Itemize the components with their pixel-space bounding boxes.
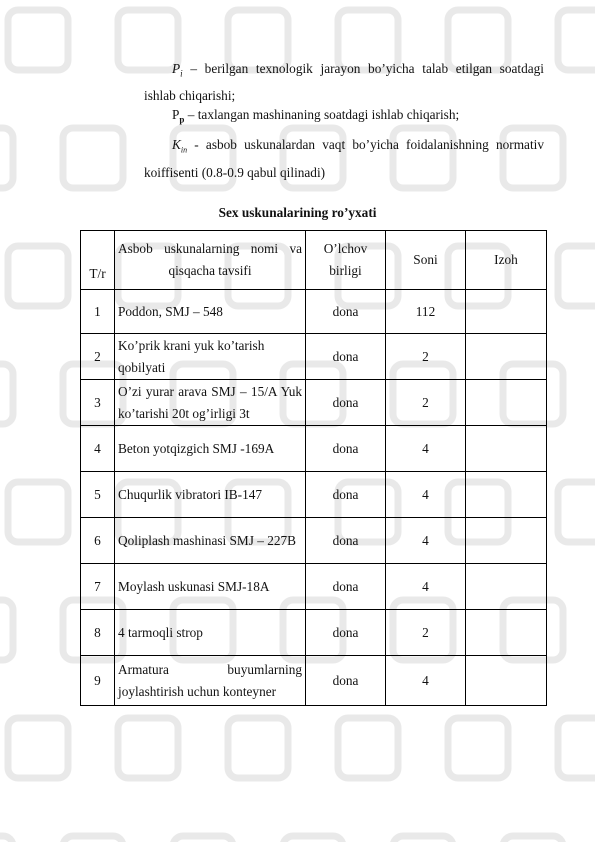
header-unit: O’lchov birligi <box>306 231 386 290</box>
watermark-tile <box>228 718 288 778</box>
row-quantity: 2 <box>386 334 466 380</box>
row-quantity: 2 <box>386 380 466 426</box>
row-index: 3 <box>81 380 115 426</box>
paragraph-pi <box>144 58 544 107</box>
row-note <box>466 472 547 518</box>
paragraph-text: - asbob uskunalardan vaqt bo’yicha foidalanishning normativ koiffisenti (0.8-0.9 qabul qilinadi) <box>144 137 544 180</box>
row-note <box>466 518 547 564</box>
row-index: 5 <box>81 472 115 518</box>
row-note <box>466 290 547 334</box>
table-row <box>81 426 547 472</box>
watermark-tile <box>63 836 123 842</box>
watermark-tile <box>0 600 13 660</box>
table-title: Sex uskunalarining ro’yxati <box>218 205 377 220</box>
watermark-tile <box>8 718 68 778</box>
watermark-tile <box>558 10 595 70</box>
watermark-tile <box>503 836 563 842</box>
row-unit: dona <box>306 380 386 426</box>
paragraph-pp <box>144 104 544 131</box>
watermark-tile <box>448 718 508 778</box>
row-name: 4 tarmoqli strop <box>115 610 306 656</box>
row-quantity: 4 <box>386 656 466 706</box>
table-row <box>81 334 547 380</box>
watermark-tile <box>173 836 233 842</box>
row-name: Beton yotqizgich SMJ -169A <box>115 426 306 472</box>
row-quantity: 4 <box>386 564 466 610</box>
header-index: T/r <box>81 231 115 290</box>
row-quantity: 112 <box>386 290 466 334</box>
watermark-tile <box>8 10 68 70</box>
row-unit: dona <box>306 472 386 518</box>
row-name: Poddon, SMJ – 548 <box>115 290 306 334</box>
row-unit: dona <box>306 610 386 656</box>
row-index: 7 <box>81 564 115 610</box>
watermark-tile <box>558 246 595 306</box>
watermark-tile <box>558 482 595 542</box>
watermark-tile <box>8 482 68 542</box>
table-row <box>81 610 547 656</box>
table-row <box>81 656 547 706</box>
row-note <box>466 334 547 380</box>
row-name: O’zi yurar arava SMJ – 15/A Yuk ko’tarishi 20t og’irligi 3t <box>115 380 306 426</box>
table-row <box>81 380 547 426</box>
symbol-sub: in <box>180 145 188 155</box>
symbol: P <box>172 107 180 122</box>
table-row <box>81 290 547 334</box>
row-name: Moylash uskunasi SMJ-18A <box>115 564 306 610</box>
row-index: 6 <box>81 518 115 564</box>
table-header-row <box>81 231 547 290</box>
watermark-tile <box>558 718 595 778</box>
row-note <box>466 564 547 610</box>
row-note <box>466 610 547 656</box>
row-index: 9 <box>81 656 115 706</box>
row-index: 2 <box>81 334 115 380</box>
watermark-tile <box>63 128 123 188</box>
header-note: Izoh <box>466 231 547 290</box>
row-name: Armatura buyumlarning joylashtirish uchun konteyner <box>115 656 306 706</box>
row-note <box>466 656 547 706</box>
watermark-tile <box>8 246 68 306</box>
paragraph-kin <box>144 134 544 184</box>
paragraph-text: – berilgan texnologik jarayon bo’yicha talab etilgan soatdagi ishlab chiqarishi; <box>144 61 544 103</box>
watermark-tile <box>118 718 178 778</box>
header-name: Asbob uskunalarning nomi va qisqacha tavsifi <box>115 231 306 290</box>
table-row <box>81 564 547 610</box>
row-quantity: 4 <box>386 472 466 518</box>
header-quantity: Soni <box>386 231 466 290</box>
row-unit: dona <box>306 656 386 706</box>
row-note <box>466 380 547 426</box>
row-unit: dona <box>306 290 386 334</box>
row-quantity: 2 <box>386 610 466 656</box>
watermark-tile <box>283 836 343 842</box>
paragraph-text: – taxlangan mashinaning soatdagi ishlab chiqarish; <box>184 107 460 122</box>
table-row <box>81 518 547 564</box>
row-quantity: 4 <box>386 518 466 564</box>
row-note <box>466 426 547 472</box>
row-unit: dona <box>306 426 386 472</box>
row-index: 4 <box>81 426 115 472</box>
row-unit: dona <box>306 564 386 610</box>
symbol: K <box>172 137 181 152</box>
watermark-tile <box>0 128 13 188</box>
watermark-tile <box>393 836 453 842</box>
equipment-table <box>80 230 547 706</box>
row-unit: dona <box>306 334 386 380</box>
row-name: Chuqurlik vibratori IB-147 <box>115 472 306 518</box>
row-name: Ko’prik krani yuk ko’tarish qobilyati <box>115 334 306 380</box>
row-unit: dona <box>306 518 386 564</box>
watermark-tile <box>0 836 13 842</box>
symbol-sub: i <box>180 68 183 79</box>
watermark-tile <box>0 364 13 424</box>
symbol-sub: p <box>179 114 185 125</box>
row-name: Qoliplash mashinasi SMJ – 227B <box>115 518 306 564</box>
watermark-tile <box>338 718 398 778</box>
row-index: 1 <box>81 290 115 334</box>
symbol: P <box>172 61 181 76</box>
row-index: 8 <box>81 610 115 656</box>
table-row <box>81 472 547 518</box>
row-quantity: 4 <box>386 426 466 472</box>
